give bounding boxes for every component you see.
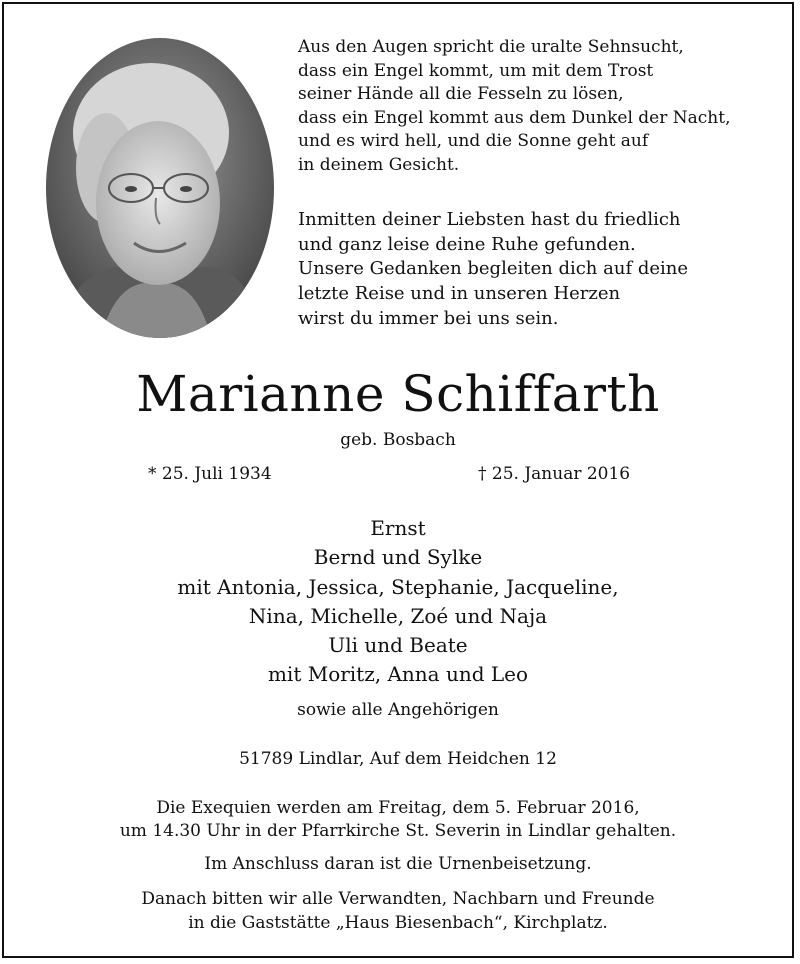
invitation-line: in die Gaststätte „Haus Biesenbach“, Kirchplatz. [188,913,608,933]
family-line: Nina, Michelle, Zoé und Naja [248,603,548,628]
address: 51789 Lindlar, Auf dem Heidchen 12 [239,749,557,769]
family-line: Uli und Beate [328,633,468,658]
poem-line: und ganz leise deine Ruhe gefunden. [298,233,636,255]
poem-line: letzte Reise und in unseren Herzen [298,283,621,305]
family-line: mit Antonia, Jessica, Stephanie, Jacqueline, [177,574,619,599]
poem-line: Unsere Gedanken begleiten dich auf deine [298,258,689,280]
family-list [0,514,796,690]
relatives-note: sowie alle Angehörigen [297,700,499,720]
poem-line: seiner Hände all die Fesseln zu lösen, [298,84,624,104]
family-line: mit Moritz, Anna und Leo [267,662,529,687]
deceased-name: Marianne Schiffarth [136,365,660,423]
family-line: Bernd und Sylke [313,545,483,570]
portrait-photo-icon [46,38,274,338]
birth-date: * 25. Juli 1934 [148,464,272,484]
poem-stanza-2 [298,208,688,331]
family-line: Ernst [370,516,426,540]
maiden-name: geb. Bosbach [340,430,456,450]
service-line: Die Exequien werden am Freitag, dem 5. Februar 2016, [156,798,640,818]
poem-line: dass ein Engel kommt aus dem Dunkel der Nacht, [298,107,731,128]
service-info [0,797,796,843]
poem-line: Inmitten deiner Liebsten hast du friedlich [298,209,681,230]
poem-line: dass ein Engel kommt, um mit dem Trost [298,60,654,81]
urn-burial-note: Im Anschluss daran ist die Urnenbeisetzung. [204,854,592,874]
poem-line: wirst du immer bei uns sein. [298,307,559,329]
death-date: † 25. Januar 2016 [478,464,631,484]
poem-line: Aus den Augen spricht die uralte Sehnsucht, [298,37,684,57]
invitation-line: Danach bitten wir alle Verwandten, Nachbarn und Freunde [141,889,655,909]
invitation [0,887,796,935]
service-line: um 14.30 Uhr in der Pfarrkirche St. Severin in Lindlar gehalten. [119,821,677,841]
poem-stanza-1 [298,36,730,177]
poem-line: in deinem Gesicht. [298,154,460,175]
poem-line: und es wird hell, und die Sonne geht auf [298,131,649,151]
